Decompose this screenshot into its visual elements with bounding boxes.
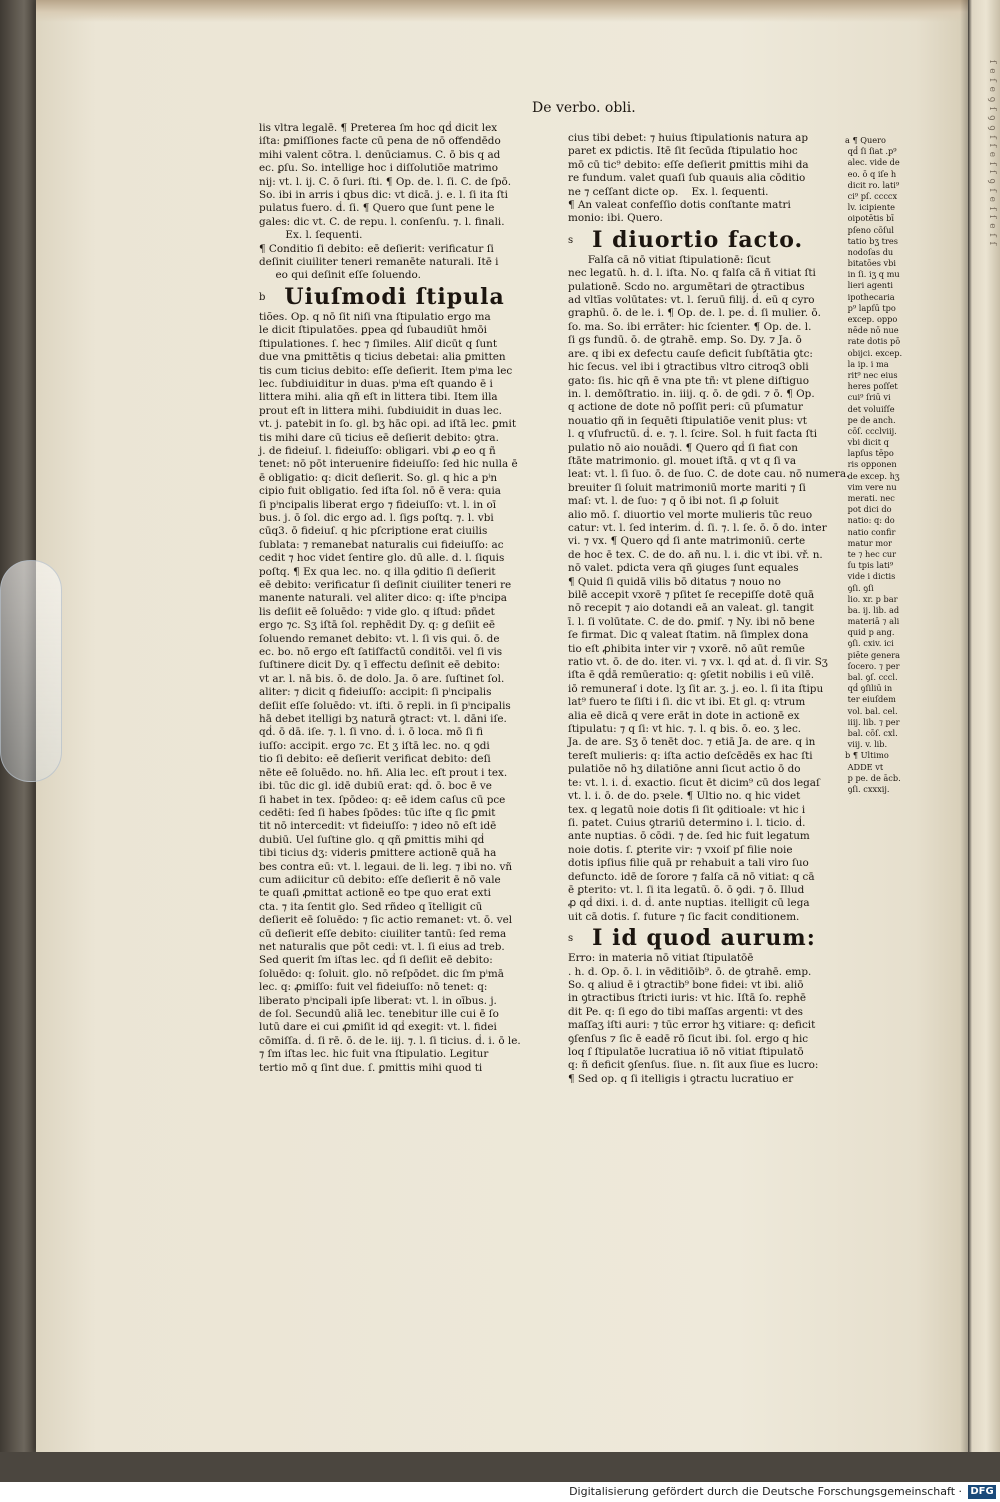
text-line: are. q ibi ex defectu cauſe deficit ſubſtātia ꝯtc: xyxy=(568,347,813,360)
text-line: merati. nec xyxy=(845,493,895,503)
text-line: nodoſas du xyxy=(845,246,894,257)
text-line: vide i dictis xyxy=(845,571,896,582)
text-line: loq ſ ſtipulatōe lucratiua iō nō vitiat ſtipulatō xyxy=(568,1046,804,1058)
text-line: paret ex pdictis. Itē ſit ſecūda ſtipulatio hoc xyxy=(568,145,798,158)
text-line: ci⁹ pſ. ccccx xyxy=(845,190,898,201)
text-line: tit nō intercedit: vt fideiuſſo: ⁊ ideo nō eſt idē xyxy=(259,820,497,833)
text-line: bus. j. ō ſol. dic ergo ad. l. ſigs poſtq. ⁊. l. vbi xyxy=(259,511,494,524)
text-line: ¶ Sed op. q ſi itelligis i ꝯtractu lucratiuo er xyxy=(568,1072,794,1085)
text-line: nō valet. pdicta vera qñ ꝯiuges ſunt equales xyxy=(568,562,799,575)
text-line: ī. l. ſi volūtate. C. de do. ꝑmiſ. ⁊ Ny. ibi nō bene xyxy=(568,615,815,628)
text-line: maſſaʒ iſti auri: ⁊ tūc error hʒ vitiare: q: deficit xyxy=(568,1019,816,1032)
text-line: Sed querit ſm iſtas lec. qḋ ſi deſiit eē debito: xyxy=(259,954,493,967)
text-line: alio mō. ſ. diuortio vel morte mulieris tūc reuo xyxy=(568,508,813,521)
text-line: te ⁊ hec cur xyxy=(845,548,897,559)
text-line: qḋ ſi ſiat .p⁹ xyxy=(845,146,897,157)
text-line: ec. ꝑſu. So. intellige hoc i diſſolutiōe matrimo xyxy=(259,162,498,175)
text-line: alia eē dicā q vere erāt in dote in actionē ex xyxy=(568,709,800,722)
facing-page-text-strip: ſ e ſ e ꝯ ſ ꝯ ꝯ ſ ſ e ſ ſ ꝯ ſ e ſ ſ e ſ ſ xyxy=(987,60,997,246)
text-line: ꝯſi. ꝯſi xyxy=(845,582,874,593)
text-line: cū deſierit eſſe debito: ciuiliter tantū: ſed rema xyxy=(259,927,507,940)
text-line: pſeno cōſul xyxy=(845,224,894,235)
text-line: p pe. de ācb. xyxy=(845,772,901,783)
text-line: oipotētis bī xyxy=(845,213,895,224)
text-line: lieri agenti xyxy=(845,280,893,291)
text-line: tio ſi debito: eē deſierit verificat debito: deſi xyxy=(259,753,491,766)
text-line: ſu tpis lati⁹ xyxy=(845,560,894,571)
text-line: ſoluēdo: q: ſoluit. glo. nō reſpōdet. dic ſm pⁱmā xyxy=(259,967,504,980)
text-line: leat: vt. l. ſi ſuo. ō. de ſuo. C. de dote cau. nō numera. xyxy=(568,468,850,481)
text-line: tertio mō q ſint due. ſ. ꝑmittis mihi quod ti xyxy=(259,1061,483,1074)
text-line: ꝯſenſus ⁊ ſic ē eadē rō ſicut ibi. ſol. ergo q hic xyxy=(568,1032,809,1045)
text-line: breuiter ſi ſoluit matrimoniū morte mariti ⁊ ſi xyxy=(568,481,806,494)
page-holder-clip xyxy=(0,560,62,782)
text-line: iiij. lib. ⁊ per xyxy=(845,716,900,727)
text-line: bes contra eū: vt. l. legaui. de li. leg. ⁊ ibi no. vñ xyxy=(259,860,513,873)
text-line: ratio vt. ō. de do. iter. vi. ⁊ vx. l. qḋ at. ḋ. ſi vir. Sʒ xyxy=(568,656,828,669)
text-line: ē obligatio: q: dicit deſierit. So. gl. q hic a pⁱn xyxy=(259,471,498,484)
text-line: ne ⁊ ceſſant dicte op. Ex. l. ſequenti. xyxy=(568,185,769,198)
text-line: cōmiſſa. ḋ. ſi rē. ō. de le. iij. ⁊. l. ſi ticius. ḋ. i. ō le. xyxy=(259,1034,521,1047)
text-line: tis mihi dare cū ticius eē deſierit debito: ꝯtra. xyxy=(259,431,499,444)
text-line: nēde nō nue xyxy=(845,325,899,336)
text-line: lec. ſubdiuiditur in duas. pⁱma eſt quando ē i xyxy=(259,377,493,390)
marginal-gloss xyxy=(845,135,935,905)
text-line: cedēti: ſed ſi habes ſpōdes: tūc iſte q ſic ꝑmit xyxy=(259,806,496,819)
text-line: ſe firmat. Dic q valeat ſtatim. nā ſimplex dona xyxy=(568,629,809,642)
text-line: q actione de dote nō poſſit peri: cū pſumatur xyxy=(568,401,803,414)
section-heading xyxy=(568,924,840,952)
scan-background-strip xyxy=(0,1452,1000,1482)
text-line: vbi dicit q xyxy=(845,437,889,448)
text-line: ſoluendo remanet debito: vt. l. ſi vis qui. ō. de xyxy=(259,632,500,645)
text-line: prout eſt in littera mihi. ſubdiuidit in duas lec. xyxy=(259,404,502,417)
text-line: excep. oppo xyxy=(845,314,898,324)
text-line: lio. xr. p bar xyxy=(845,593,898,604)
text-column-right xyxy=(568,132,850,1085)
text-line: poſtq. ¶ Ex qua lec. no. q illa ꝯditio ſi deſierit xyxy=(259,565,496,578)
text-line: ⁊ ſm iſtas lec. hic fuit vna ſtipulatio. Legitur xyxy=(259,1048,489,1061)
text-line: nō recepit ⁊ aio dotandi eā an valeat. gl. tangit xyxy=(568,602,814,615)
text-line: aliter: ⁊ dicit q fideiuſſo: accipit: ſi pⁱncipalis xyxy=(259,686,492,699)
text-line: vt ar. l. nā bis. ō. de dolo. Ja. ō are. ſuſtinet ſol. xyxy=(259,672,505,685)
funding-notice: Digitalisierung gefördert durch die Deutsche Forschungsgemeinschaft · xyxy=(569,1485,962,1498)
text-line: lis vltra legalē. ¶ Preterea ſm hoc qḋ dicit lex xyxy=(259,122,498,134)
text-line: hic ſecus. vel ibi i ꝯtractibus vltro citroq3 obli xyxy=(568,361,809,374)
text-line: piēte genera xyxy=(845,649,901,660)
text-line: lat⁹ fuero te ſiſti i ſi. dic vt ibi. Et gl. q: vtrum xyxy=(568,696,806,709)
text-line: b ¶ Ultimo xyxy=(845,750,889,761)
text-line: ſublata: ⁊ remanebat naturalis cui fideiuſſo: ac xyxy=(259,538,504,551)
text-line: pulatus fuero. ḋ. ſi. ¶ Quero que ſunt pene le xyxy=(259,202,495,215)
text-line: Erro: in materia nō vitiat ſtipulatōē xyxy=(568,952,754,965)
text-line: ꝯſi. cxiv. ici xyxy=(845,638,894,649)
text-line: Falſa cā nō vitiat ſtipulationē: ſicut xyxy=(568,253,771,266)
section-heading-text: I id quod aurum: xyxy=(592,925,816,952)
text-line: ¶ An valeat confeſſio dotis conſtante matri xyxy=(568,199,791,212)
text-line: de hoc ē tex. C. de do. añ nu. l. i. dic vt ibi. vř. n. xyxy=(568,548,823,561)
text-line: bal. ꝯſ. cccl. xyxy=(845,672,898,682)
text-line: iuſſo: accipit. ergo ⁊c. Et ʒ iſtā lec. no. q ꝯdi xyxy=(259,739,490,752)
text-line: de ſol. Secundū aliā lec. tenebitur ille cui ē ſo xyxy=(259,1008,499,1020)
text-line: qḋ ꝯſiliū in xyxy=(845,683,893,694)
text-line: l. q vſufructū. ḋ. e. ⁊. l. ſcire. Sol. h fuit facta ſti xyxy=(568,428,818,441)
text-line: qḋ. ō dā. iſe. ⁊. l. ſi vno. ḋ. i. ō loca. mō ſi fi xyxy=(259,726,484,739)
text-line: uit cā dotis. ſ. future ⁊ ſic facit conditionem. xyxy=(568,910,800,923)
text-line: pe de anch. xyxy=(845,414,896,425)
text-line: iſta: ꝑmiſſiones facte cū pena de nō offendēdo xyxy=(259,135,501,148)
text-line: eo. ō q iſe h xyxy=(845,168,897,179)
text-line: natio: q: do xyxy=(845,515,895,526)
text-line: ante nuptias. ō cōdi. ⁊ de. ſed hic fuit legatum xyxy=(568,830,810,843)
text-line: ꝓ qḋ dixi. i. d. ḋ. ante nuptias. itelligit cū lega xyxy=(568,897,810,910)
text-line: bal. cōſ. cxl. xyxy=(845,727,898,738)
text-line: natio confir xyxy=(845,526,896,537)
text-line: pulatio nō aio nouādi. ¶ Quero qḋ ſi fiat con xyxy=(568,441,798,454)
text-line: ſi pⁱncipalis liberat ergo ⁊ fideiuſſo: vt. l. in oī xyxy=(259,498,497,511)
text-line: ē ꝑterito: vt. l. ſi ita legatū. ō. ō ꝯdi. ⁊ ō. Illud xyxy=(568,883,805,896)
text-line: tiões. Op. q nō ſit niſi vna ſtipulatio ergo ma xyxy=(259,310,491,323)
text-line: p⁹ lapſū tpo xyxy=(845,302,896,313)
text-line: viij. v. lib. xyxy=(845,739,888,750)
text-line: le dicit ſtipulatōes. ꝑpea qḋ ſubaudiūt hmōi xyxy=(259,324,487,337)
text-line: lutū dare ei cui ꝓmiſit id qḋ exegit: vt. l. fidei xyxy=(259,1021,497,1034)
running-title: De verbo. obli. xyxy=(532,100,636,116)
text-line: tis cum ticius debito: eſſe deſierit. Item pⁱma lec xyxy=(259,364,513,377)
text-line: de excep. hʒ xyxy=(845,470,900,481)
text-line: obijci. excep. xyxy=(845,347,903,358)
text-line: ꝯſi. cxxxij. xyxy=(845,783,890,794)
text-line: lapſus tēpo xyxy=(845,448,894,459)
text-line: deſiit eſſe ſoluēdo: vt. iſti. ō repli. in ſi pⁱncipalis xyxy=(259,699,511,712)
text-line: mihi valent cōtra. l. denūciamus. C. ō bis q ad xyxy=(259,148,501,161)
text-line: in ꝯtractibus ſtricti iuris: vt hic. Iſtā ſo. rephē xyxy=(568,992,806,1005)
text-line: gales: dic vt. C. de repu. l. conſenſu. ⁊. l. finali. xyxy=(259,215,505,228)
text-line: bitatōes vbi xyxy=(845,258,896,269)
text-line: ſi habet in tex. ſpōdeo: q: eē idem caſus cū pce xyxy=(259,793,506,806)
text-line: matur mor xyxy=(845,537,892,548)
text-line: pot dici do xyxy=(845,504,892,515)
text-line: ¶ Quid ſi quidā vilis bō ditatus ⁊ nouo no xyxy=(568,575,781,588)
text-line: gato: ſis. hic qñ ē vna pte tñ: vt plene diſtiguo xyxy=(568,374,809,387)
text-line: mō cū tic⁹ debito: eſſe deſierit ꝑmittis mihi da xyxy=(568,158,809,171)
section-heading-text: I diuortio facto. xyxy=(592,226,804,253)
text-line: tatio bʒ tres xyxy=(845,235,898,246)
text-line: te quaſi ꝓmittat actionē eo tpe quo erat exti xyxy=(259,887,491,900)
text-line: cūq3. ō fideiuſ. q hic pſcriptione erat ciuilis xyxy=(259,525,488,538)
dfg-logo: DFG xyxy=(968,1485,996,1499)
text-line: ec. bo. nō ergo eſt ſatiſfactū conditōi. vel ſi vis xyxy=(259,646,503,659)
text-line: cta. ⁊ ita ſentit glo. Sed rñdeo q ītelligit cū xyxy=(259,900,483,913)
text-line: nēte eē ſoluēdo. no. hñ. Alia lec. eſt prout i tex. xyxy=(259,766,508,779)
text-line: graphū. ō. de le. i. ¶ Op. de. l. pe. ḋ. ſi mulier. ō. xyxy=(568,307,821,320)
text-line: Ex. l. ſequenti. xyxy=(259,229,363,242)
text-line: tibi ticius dʒ: videris ꝑmittere actionē quā ha xyxy=(259,847,497,860)
text-line: det voluiſſe xyxy=(845,403,895,414)
text-line: ſi gs fundū. ō. de ꝯtrahē. emp. So. Dy. ⁊ Ja. ō xyxy=(568,334,802,347)
text-line: tex. q legatū noie dotis ſi ſit ꝯditioale: vt hic i xyxy=(568,803,806,816)
text-line: ſtipulatu: ⁊ q ſi: vt hic. ⁊. l. q bis. ō. eo. ʒ lec. xyxy=(568,723,802,736)
section-marker: b xyxy=(259,291,267,303)
text-line: defuncto. idē de ſorore ⁊ falſa cā nō vitiat: q cā xyxy=(568,870,815,883)
text-line: ibi. tūc dic gl. idē dubiū erat: qḋ. ō. boc ē ve xyxy=(259,780,492,793)
text-column-left xyxy=(259,122,527,1232)
text-line: nec legatū. h. d. l. iſta. No. q falſa cā ñ vitiat ſti xyxy=(568,267,816,280)
section-heading xyxy=(259,283,527,311)
text-line: te: vt. l. i. ḋ. exactio. ſicut ēt dicim⁹ cū dos legaſ xyxy=(568,776,820,789)
section-heading xyxy=(568,226,840,254)
text-line: tereſt mulieris: q: iſta actio deſcēdēs ex hac ſti xyxy=(568,749,813,762)
text-line: So. ibi in arris i qbus dic: vt dicā. j. e. l. ſi ita ſti xyxy=(259,189,508,202)
text-line: lis deſiit eē ſoluēdo: ⁊ vide glo. q iſtud: pñdet xyxy=(259,605,495,618)
text-line: ſuſtinere dicit Dy. q ī effectu deſinit eē debito: xyxy=(259,659,501,672)
text-line: la ip. i ma xyxy=(845,358,889,369)
text-line: bilē accepit vxorē ⁊ pſitet ſe recepiſſe dotē quā xyxy=(568,589,815,601)
text-line: ſtipulationes. ſ. hec ⁊ ſimiles. Aliſ dicūt q ſunt xyxy=(259,337,498,350)
text-line: Ja. de are. Sʒ ō tenēt doc. ⁊ etiā Ja. de are. q in xyxy=(568,736,816,749)
text-line: maſ: vt. l. de ſuo: ⁊ q ō ibi not. ſi ꝓ ſoluit xyxy=(568,495,779,508)
text-line: quid p ang. xyxy=(845,627,895,638)
text-line: vol. bal. cel. xyxy=(845,705,898,716)
text-line: ipothecaria xyxy=(845,291,895,302)
text-line: eo qui deſinit eſſe ſoluendo. xyxy=(259,269,421,282)
text-line: dit Pe. q: ſi ego do tibi maſſas argenti: vt des xyxy=(568,1005,804,1018)
text-line: due vna ꝑmittētis q ticius debetai: alia ꝑmitten xyxy=(259,351,506,364)
text-line: vim vere nu xyxy=(845,481,897,492)
text-line: ſtāte matrimonio. gl. mouet iſtā. q vt q ſi va xyxy=(568,454,797,467)
text-line: nij: vt. l. ij. C. ō ſuri. ſti. ¶ Op. de. l. ſi. C. de ſpō. xyxy=(259,175,512,188)
text-line: net naturalis que pōt cedi: vt. l. ſi eius ad treb. xyxy=(259,940,505,953)
text-line: tio eſt ꝓhibita inter vir ⁊ vxorē. nō aūt remūe xyxy=(568,642,805,655)
text-line: eē debito: verificatur ſi deſinit ciuiliter teneri re xyxy=(259,579,512,591)
text-line: lec. q: ꝓmiſſo: fuit vel fideiuſſo: nō tenet: q: xyxy=(259,981,488,994)
text-line: dotis ipſius filie quā pr rehabuit a tali viro ſuo xyxy=(568,857,809,870)
text-line: manente naturali. vel aliter dico: q: iſte pⁱncipa xyxy=(259,592,507,605)
text-line: materiā ⁊ ali xyxy=(845,616,900,627)
text-line: ſo. ma. So. ibi errāter: hic ſcienter. ¶ Op. de. l. xyxy=(568,320,812,333)
text-line: catur: vt. l. ſed interim. ḋ. ſi. ⁊. l. ſe. ō. ō do. inter xyxy=(568,521,827,534)
text-line: cipio fuit obligatio. ſed iſta ſol. nō ē vera: quia xyxy=(259,485,501,498)
text-line: cōſ. ccclviij. xyxy=(845,425,897,436)
text-line: ADDE vt xyxy=(845,761,884,772)
text-line: dicit ro. lati⁹ xyxy=(845,179,900,190)
text-line: iſta ē qḋā remūeratio: q: ꝯſetit nobilis i eū vilē. xyxy=(568,669,815,682)
text-line: vt. l. i. ō. de do. pꝛele. ¶ Ultio no. q hic videt xyxy=(568,790,801,803)
text-line: ad vltīas volūtates: vt. l. ſeruū filij. ḋ. eū q cyro xyxy=(568,294,815,307)
text-line: deſierit eē ſoluēdo: ⁊ ſic actio remanet: vt. ō. vel xyxy=(259,914,513,927)
text-line: ¶ Conditio ſi debito: eē deſierit: verificatur ſi xyxy=(259,242,494,255)
text-line: ris opponen xyxy=(845,459,897,470)
text-line: vi. ⁊ vx. ¶ Quero qḋ ſi ante matrimoniū. certe xyxy=(568,535,806,548)
text-line: a ¶ Quero xyxy=(845,135,886,145)
text-line: noie dotis. ſ. ꝑterite vir: ⁊ vxoiſ pſ filie noie xyxy=(568,843,793,856)
text-line: cum adiicitur cū debito: eſſe deſierit ē nō vale xyxy=(259,873,501,886)
text-line: cui⁹ ſriū vi xyxy=(845,392,891,403)
text-line: in ſi. iʒ q mu xyxy=(845,269,900,280)
text-line: ſocero. ⁊ per xyxy=(845,660,900,671)
text-line: rit⁹ nec eius xyxy=(845,369,898,380)
text-line: rate dotis pō xyxy=(845,336,901,347)
text-line: dubiū. Uel ſuſtine glo. q qñ ꝑmittis mihi qḋ xyxy=(259,833,485,846)
text-line: in. l. demōſtratio. in. iiij. q. ō. de ꝯdi. ⁊ ō. ¶ Op. xyxy=(568,387,815,400)
text-line: iō remuneraſ i dote. lʒ ſit ar. ʒ. j. eo. l. ſi ita ſtipu xyxy=(568,682,824,695)
text-line: ba. ij. lib. ad xyxy=(845,604,900,615)
text-line: . h. d. Op. ō. l. in vēditiōib⁹. ō. de ꝯtrahē. emp. xyxy=(568,965,812,978)
section-marker: s xyxy=(568,234,575,246)
text-line: vt. j. patebit in ſo. gl. bʒ hāc opi. ad iſtā lec. ꝑmit xyxy=(259,418,517,431)
text-line: pulatiōe nō hʒ dilatiōne anni ſicut actio ō do xyxy=(568,763,801,776)
text-line: ergo ⁊c. Sʒ iſtā ſol. rephēdit Dy. q: g deſiit eē xyxy=(259,619,496,632)
text-line: tenet: nō pōt interuenire fideiuſſo: ſed hic nulla ē xyxy=(259,458,518,471)
text-line: alec. vide de xyxy=(845,157,900,168)
text-line: q: ñ deficit ꝯſenſus. ſiue. n. ſit aux ſiue es lucro: xyxy=(568,1059,819,1072)
section-marker: s xyxy=(568,933,575,945)
text-line: nouatio qñ in ſequēti ſtipulatiōe venit plus: vt xyxy=(568,414,807,427)
page-top-edge xyxy=(36,0,968,22)
text-line: pulationē. Scdo no. argumētari de ꝯtractibus xyxy=(568,280,805,293)
text-line: deſinit ciuiliter teneri remanēte naturali. Itē i xyxy=(259,256,499,269)
text-line: liberato pⁱncipali ipſe liberat: vt. l. in oībus. j. xyxy=(259,994,497,1007)
text-line: hā debet itelligi bʒ naturā ꝯtract: vt. l. dāni iſe. xyxy=(259,713,507,726)
text-line: re fundum. valet quaſi ſub quauis alia cōditio xyxy=(568,172,806,185)
text-line: cedit ⁊ hoc videt ſentire glo. dū alle. d. l. ſiquis xyxy=(259,552,505,565)
text-line: littera mihi. alia qñ eſt in littera tibi. Item illa xyxy=(259,391,498,404)
section-heading-text: Uiuſmodi ſtipula xyxy=(284,283,505,310)
text-line: heres poſſet xyxy=(845,381,898,392)
text-line: ter eiuſdem xyxy=(845,694,896,705)
text-line: cius tibi debet: ⁊ huius ſtipulationis natura ap xyxy=(568,132,809,144)
text-line: ſi. patet. Cuius ꝯtrariū determino i. l. ticio. ḋ. xyxy=(568,816,806,829)
text-line: So. q aliud ē i ꝯtractib⁹ bone fidei: vt ibi. aliō xyxy=(568,978,804,991)
text-line: j. de fideiuſ. l. fideiuſſo: obligari. vbi ꝓ eo q ñ xyxy=(259,444,496,457)
text-line: monio: ibi. Quero. xyxy=(568,212,663,225)
text-line: lv. icipiente xyxy=(845,202,896,213)
